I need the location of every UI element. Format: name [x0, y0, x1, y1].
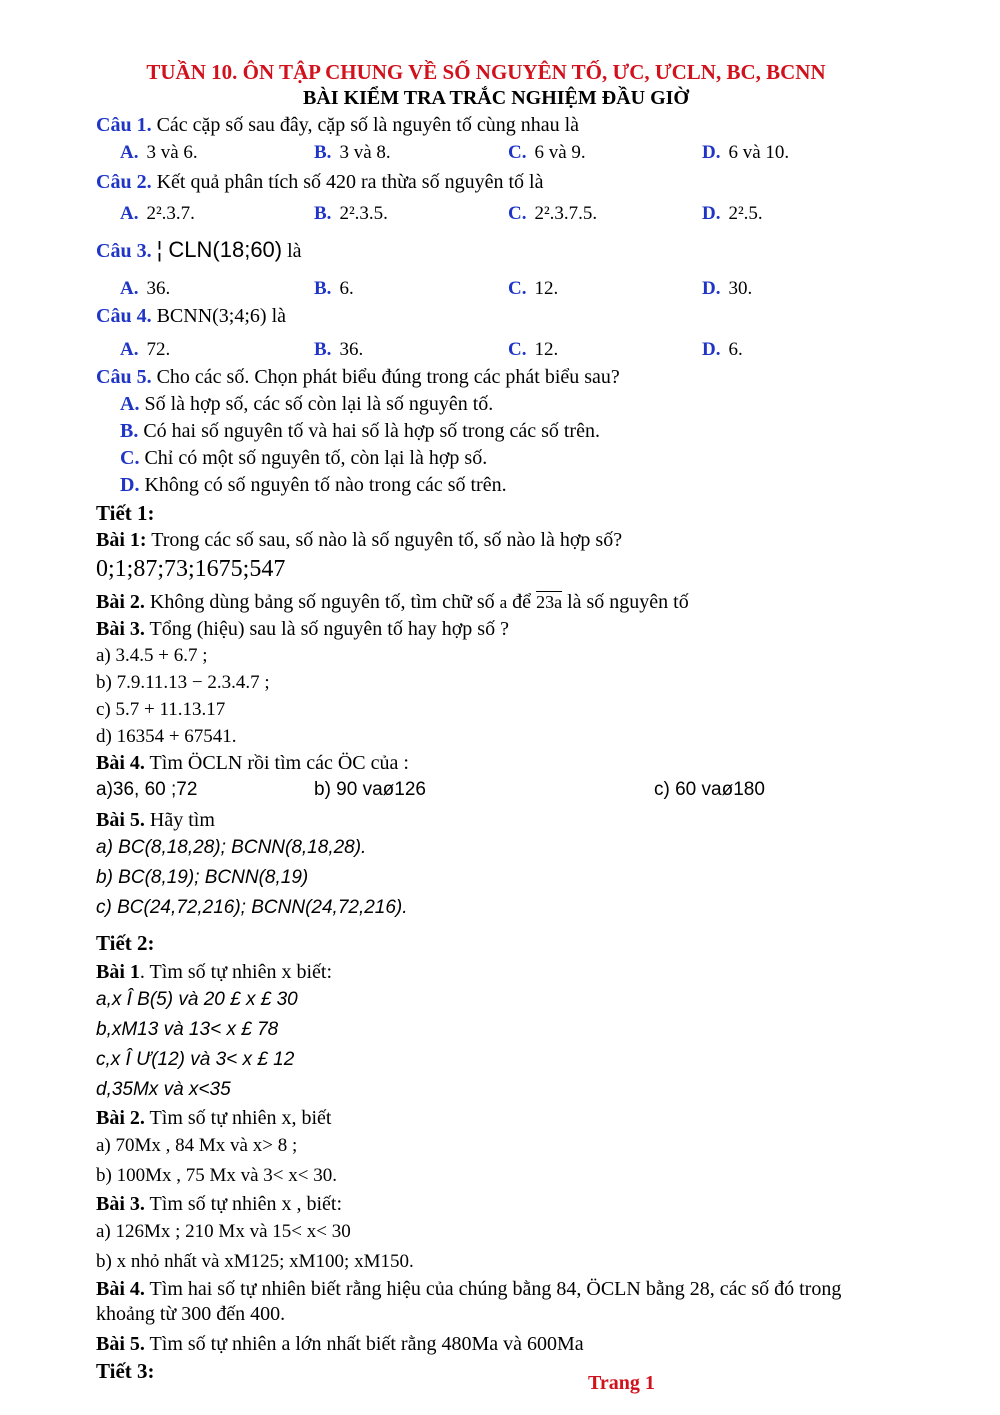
question-label: Câu 2.: [96, 171, 152, 193]
exercise-label: Bài 3.: [96, 1193, 145, 1215]
option-text: 12.: [534, 278, 559, 299]
option-label: A.: [120, 142, 139, 163]
option-text: 2².3.7.5.: [534, 203, 598, 224]
option-c: [96, 445, 896, 472]
tiet2-exercise-2: [96, 1105, 896, 1131]
question-text: Cho các số. Chọn phát biểu đúng trong các phát biểu sau?: [156, 366, 620, 388]
option-d: [702, 139, 896, 167]
section-heading-tiet-3: Tiết 3:: [96, 1359, 155, 1383]
exercise-text: Tìm hai số tự nhiên biết rằng hiệu của chúng bằng 84, ÖCLN bằng 28, các số đó trong khoảng từ 300 đến 400.: [96, 1278, 842, 1325]
option-text: 30.: [728, 278, 753, 299]
option-label: C.: [508, 278, 527, 299]
tiet2-exercise-2-item-a: a) 70Mx , 84 Mx và x> 8 ;: [96, 1135, 298, 1156]
option-text: Không có số nguyên tố nào trong các số trên.: [144, 474, 507, 496]
exercise-label: Bài 5.: [96, 809, 145, 831]
option-label: D.: [702, 203, 721, 224]
question-3: [96, 236, 896, 265]
page-subtitle: BÀI KIỂM TRA TRẮC NGHIỆM ĐẦU GIỜ: [303, 87, 689, 109]
tiet2-exercise-4: [96, 1277, 896, 1327]
number-list: 0;1;87;73;1675;547: [96, 556, 286, 582]
exercise-text: Tìm ÖCLN rồi tìm các ÖC của :: [149, 752, 409, 774]
option-text: 6.: [339, 278, 354, 299]
section-heading-tiet-1: Tiết 1:: [96, 501, 155, 525]
exercise-label: Bài 2.: [96, 1107, 145, 1129]
exercise-text: là số nguyên tố: [567, 591, 689, 613]
option-c: [508, 139, 702, 167]
exercise-label: Bài 4.: [96, 1278, 145, 1300]
exercise-text: Tìm số tự nhiên x , biết:: [149, 1193, 343, 1215]
option-label: C.: [508, 339, 527, 360]
option-label: B.: [120, 420, 139, 442]
question-suffix: là: [271, 305, 287, 327]
variable-a: a: [499, 593, 508, 612]
tiet2-exercise-1-item-d: d,35Mx và x<35: [96, 1079, 231, 1100]
exercise-text: Hãy tìm: [149, 809, 215, 831]
option-b: [314, 139, 508, 167]
option-text: 12.: [534, 339, 559, 360]
exercise-3-item-d: d) 16354 + 67541.: [96, 726, 237, 747]
option-text: 6 và 9.: [534, 142, 586, 163]
option-b: [314, 200, 508, 228]
option-text: 2².5.: [728, 203, 763, 224]
option-label: C.: [508, 203, 527, 224]
question-4: [96, 303, 896, 330]
exercise-4-item-c: c) 60 vaø180: [654, 779, 765, 800]
question-label: Câu 4.: [96, 305, 152, 327]
exercise-4: [96, 750, 896, 776]
question-label: Câu 3.: [96, 240, 152, 262]
tiet2-exercise-1-item-c: c,x Î Ư(12) và 3< x £ 12: [96, 1049, 295, 1070]
question-3-options: [96, 275, 896, 303]
tiet2-exercise-3-item-b: b) x nhỏ nhất và xM125; xM100; xM150.: [96, 1251, 414, 1272]
question-expression: BCNN(3;4;6): [156, 305, 267, 327]
tiet2-exercise-1-item-a: a,x Î B(5) và 20 £ x £ 30: [96, 989, 298, 1010]
question-1-options: [96, 139, 896, 167]
exercise-text: Tìm số tự nhiên a lớn nhất biết rằng 480Ma và 600Ma: [149, 1333, 584, 1355]
option-text: Số là hợp số, các số còn lại là số nguyên tố.: [144, 393, 494, 415]
tiet2-exercise-3: [96, 1191, 896, 1217]
option-d: [702, 200, 896, 228]
exercise-text: Tổng (hiệu) sau là số nguyên tố hay hợp số ?: [149, 618, 509, 640]
question-expression: ¦ CLN(18;60): [156, 237, 283, 262]
question-label: Câu 1.: [96, 114, 152, 136]
exercise-3-item-c: c) 5.7 + 11.13.17: [96, 699, 226, 720]
option-text: Chỉ có một số nguyên tố, còn lại là hợp số.: [144, 447, 488, 469]
exercise-3-item-a: a) 3.4.5 + 6.7 ;: [96, 645, 208, 666]
question-1: [96, 112, 896, 139]
option-d: [702, 275, 896, 303]
option-label: D.: [702, 142, 721, 163]
question-text: Các cặp số sau đây, cặp số là nguyên tố cùng nhau là: [156, 114, 580, 136]
option-label: A.: [120, 278, 139, 299]
exercise-label: Bài 1: [96, 961, 140, 983]
exercise-text: Không dùng bảng số nguyên tố, tìm chữ số: [149, 591, 495, 613]
option-c: [508, 336, 702, 364]
option-b: [96, 418, 896, 445]
question-suffix: là: [287, 240, 302, 262]
exercise-label: Bài 2.: [96, 591, 145, 613]
tiet2-exercise-5: [96, 1331, 896, 1357]
option-text: 36.: [146, 278, 171, 299]
option-a: [120, 275, 314, 303]
exercise-2: [96, 589, 896, 616]
exercise-label: Bài 1:: [96, 529, 147, 551]
option-label: B.: [314, 142, 332, 163]
document-page: [96, 58, 896, 1385]
exercise-label: Bài 3.: [96, 618, 145, 640]
exercise-text: Tìm số tự nhiên x, biết: [149, 1107, 332, 1129]
option-label: C.: [508, 142, 527, 163]
exercise-3: [96, 616, 896, 642]
option-label: A.: [120, 203, 139, 224]
question-2-options: [96, 200, 896, 228]
option-text: 2².3.7.: [146, 203, 195, 224]
option-text: 2².3.5.: [339, 203, 388, 224]
exercise-4-items: [96, 776, 896, 803]
page-number: Trang 1: [588, 1372, 655, 1394]
question-label: Câu 5.: [96, 366, 152, 388]
section-heading-tiet-2: Tiết 2:: [96, 931, 155, 955]
exercise-label: Bài 5.: [96, 1333, 145, 1355]
exercise-5-item-c: c) BC(24,72,216); BCNN(24,72,216).: [96, 897, 408, 918]
option-a: [96, 391, 896, 418]
tiet2-exercise-1: [96, 959, 896, 985]
question-2: [96, 169, 896, 196]
option-label: B.: [314, 339, 332, 360]
tiet2-exercise-2-item-b: b) 100Mx , 75 Mx và 3< x< 30.: [96, 1165, 337, 1186]
question-5: [96, 364, 896, 391]
option-label: D.: [702, 278, 721, 299]
option-d: [96, 472, 896, 499]
exercise-3-item-b: b) 7.9.11.13 − 2.3.4.7 ;: [96, 672, 270, 693]
option-c: [508, 200, 702, 228]
exercise-1: [96, 527, 896, 553]
question-text: Kết quả phân tích số 420 ra thừa số nguyên tố là: [156, 171, 544, 193]
option-text: 72.: [146, 339, 171, 360]
option-text: Có hai số nguyên tố và hai số là hợp số trong các số trên.: [143, 420, 600, 442]
exercise-5-item-b: b) BC(8,19); BCNN(8,19): [96, 867, 309, 888]
option-text: 3 và 8.: [339, 142, 391, 163]
option-text: 3 và 6.: [146, 142, 198, 163]
option-label: D.: [120, 474, 140, 496]
exercise-5-item-a: a) BC(8,18,28); BCNN(8,18,28).: [96, 837, 367, 858]
option-label: B.: [314, 203, 332, 224]
option-a: [120, 200, 314, 228]
page-title: TUẦN 10. ÔN TẬP CHUNG VỀ SỐ NGUYÊN TỐ, ƯC, ƯCLN, BC, BCNN: [146, 60, 826, 84]
question-4-options: [96, 336, 896, 364]
tiet2-exercise-1-item-b: b,xM13 và 13< x £ 78: [96, 1019, 279, 1040]
option-label: A.: [120, 339, 139, 360]
option-a: [120, 139, 314, 167]
option-label: C.: [120, 447, 140, 469]
exercise-text: để: [512, 591, 532, 613]
option-b: [314, 336, 508, 364]
exercise-text: . Tìm số tự nhiên x biết:: [139, 961, 333, 983]
option-label: A.: [120, 393, 140, 415]
exercise-4-item-b: b) 90 vaø126: [314, 779, 426, 800]
exercise-label: Bài 4.: [96, 752, 145, 774]
exercise-5: [96, 807, 896, 833]
option-label: B.: [314, 278, 332, 299]
option-text: 6.: [728, 339, 743, 360]
option-a: [120, 336, 314, 364]
tiet2-exercise-3-item-a: a) 126Mx ; 210 Mx và 15< x< 30: [96, 1221, 351, 1242]
exercise-4-item-a: a)36, 60 ;72: [96, 779, 198, 800]
option-text: 36.: [339, 339, 364, 360]
option-label: D.: [702, 339, 721, 360]
option-b: [314, 275, 508, 303]
option-text: 6 và 10.: [728, 142, 790, 163]
option-d: [702, 336, 896, 364]
overline-number: 23a: [536, 592, 563, 612]
option-c: [508, 275, 702, 303]
exercise-text: Trong các số sau, số nào là số nguyên tố, số nào là hợp số?: [151, 529, 623, 551]
